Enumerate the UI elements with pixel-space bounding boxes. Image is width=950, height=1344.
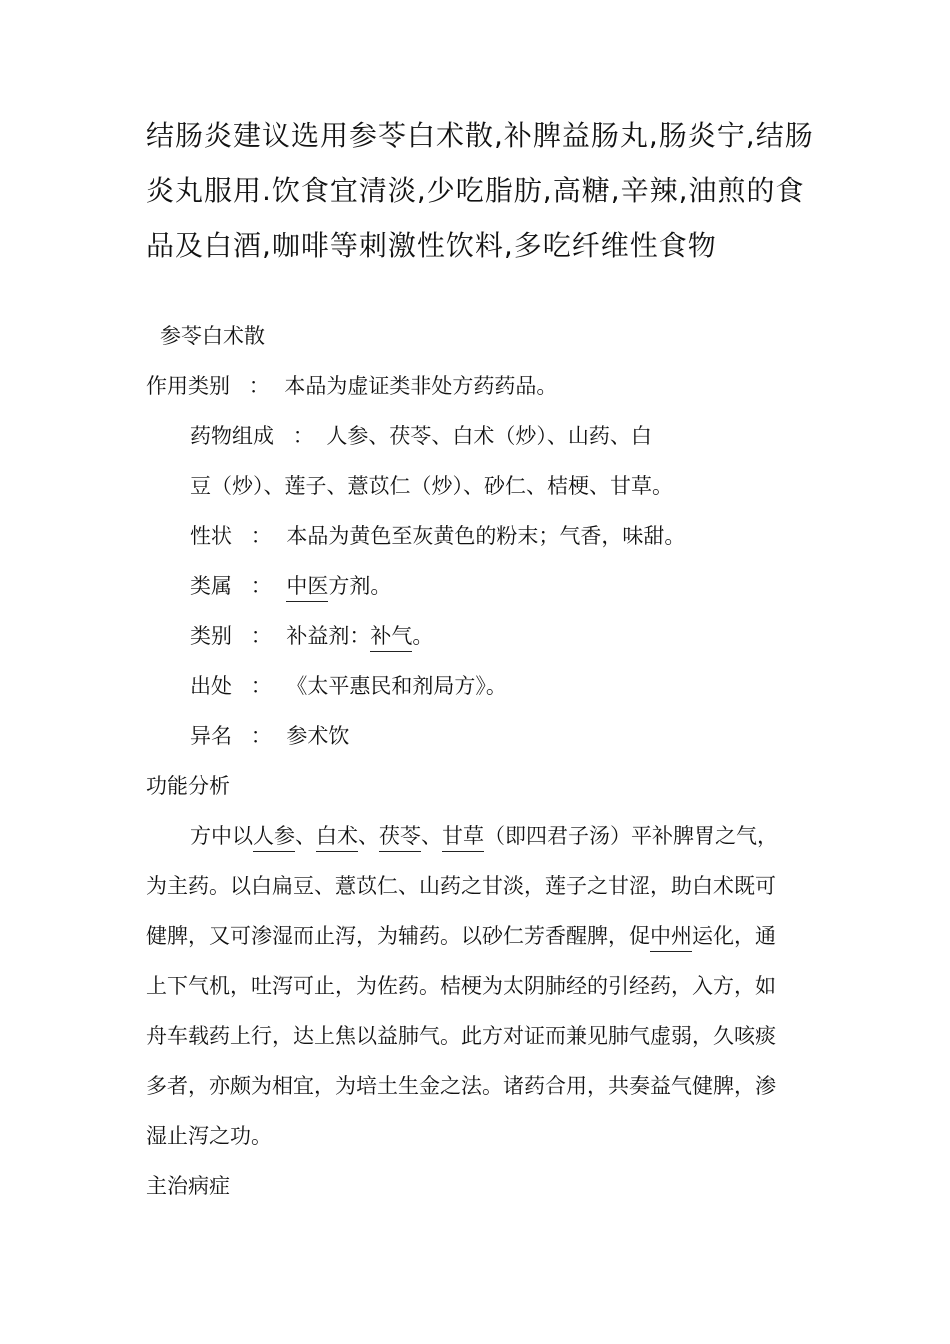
intro-line: 炎丸服用.饮食宜清淡,少吃脂肪,高糖,辛辣,油煎的食 [146, 174, 805, 207]
type-sep: ： [250, 624, 272, 648]
analysis-text: 方中以 [190, 824, 253, 848]
alias-value: 参术饮 [286, 724, 350, 748]
composition-row [190, 420, 652, 450]
analysis-heading: 功能分析 [146, 774, 230, 798]
genus-link[interactable]: 中医 [286, 574, 328, 602]
intro-paragraph [146, 108, 826, 273]
type-label: 类别 [190, 624, 232, 648]
analysis-text: 健脾，又可渗湿而止泻，为辅药。以砂仁芳香醒脾，促 [146, 924, 650, 948]
analysis-line-5: 舟车载药上行，达上焦以益肺气。此方对证而兼见肺气虚弱，久咳痰 [146, 1024, 776, 1048]
analysis-text: 、 [358, 824, 379, 848]
intro-line: 结肠炎建议选用参苓白术散,补脾益肠丸,肠炎宁,结肠 [146, 119, 814, 152]
type-row [190, 620, 433, 650]
herb-link-gancao[interactable]: 甘草 [442, 824, 484, 852]
source-label: 出处 [190, 674, 232, 698]
genus-rest: 方剂。 [328, 574, 392, 598]
source-value: 《太平惠民和剂局方》。 [286, 674, 507, 698]
analysis-text: 运化，通 [692, 924, 776, 948]
analysis-text: （即四君子汤）平补脾胃之气， [484, 824, 778, 848]
properties-label: 性状 [190, 524, 232, 548]
category-sep: ： [248, 374, 270, 398]
zhongzhou-link[interactable]: 中州 [650, 924, 692, 952]
category-value: 本品为虚证类非处方药药品。 [284, 374, 558, 398]
herb-link-ginseng[interactable]: 人参 [253, 824, 295, 852]
properties-sep: ： [250, 524, 272, 548]
analysis-line-3 [146, 920, 776, 950]
category-row [146, 370, 557, 400]
category-label: 作用类别 [146, 374, 230, 398]
indications-heading: 主治病症 [146, 1174, 230, 1198]
composition-sep: ： [292, 424, 314, 448]
doc-title: 参苓白术散 [160, 324, 265, 348]
analysis-line-7: 湿止泻之功。 [146, 1124, 272, 1148]
properties-row [190, 520, 685, 550]
composition-label: 药物组成 [190, 424, 274, 448]
analysis-line-2: 为主药。以白扁豆、薏苡仁、山药之甘淡，莲子之甘涩，助白术既可 [146, 874, 776, 898]
analysis-text: 、 [421, 824, 442, 848]
type-rest: 。 [412, 624, 434, 648]
genus-label: 类属 [190, 574, 232, 598]
genus-sep: ： [250, 574, 272, 598]
analysis-line-6: 多者，亦颇为相宜，为培土生金之法。诸药合用，共奏益气健脾，渗 [146, 1074, 776, 1098]
source-row [190, 670, 507, 700]
analysis-line-1 [190, 820, 778, 850]
properties-value: 本品为黄色至灰黄色的粉末；气香，味甜。 [286, 524, 686, 548]
composition-value: 人参、茯苓、白术（炒）、山药、白 [326, 424, 652, 448]
type-link[interactable]: 补气 [370, 624, 412, 652]
herb-link-baizhu[interactable]: 白术 [316, 824, 358, 852]
source-sep: ： [250, 674, 272, 698]
herb-link-fuling[interactable]: 茯苓 [379, 824, 421, 852]
composition-continued: 豆（炒）、莲子、薏苡仁（炒）、砂仁、桔梗、甘草。 [190, 474, 673, 498]
type-prefix: 补益剂： [286, 624, 371, 648]
alias-row [190, 720, 349, 750]
intro-line: 品及白酒,咖啡等刺激性饮料,多吃纤维性食物 [146, 229, 717, 262]
analysis-text: 、 [295, 824, 316, 848]
alias-sep: ： [250, 724, 272, 748]
genus-row [190, 570, 391, 600]
alias-label: 异名 [190, 724, 232, 748]
analysis-line-4: 上下气机，吐泻可止，为佐药。桔梗为太阴肺经的引经药，入方，如 [146, 974, 776, 998]
